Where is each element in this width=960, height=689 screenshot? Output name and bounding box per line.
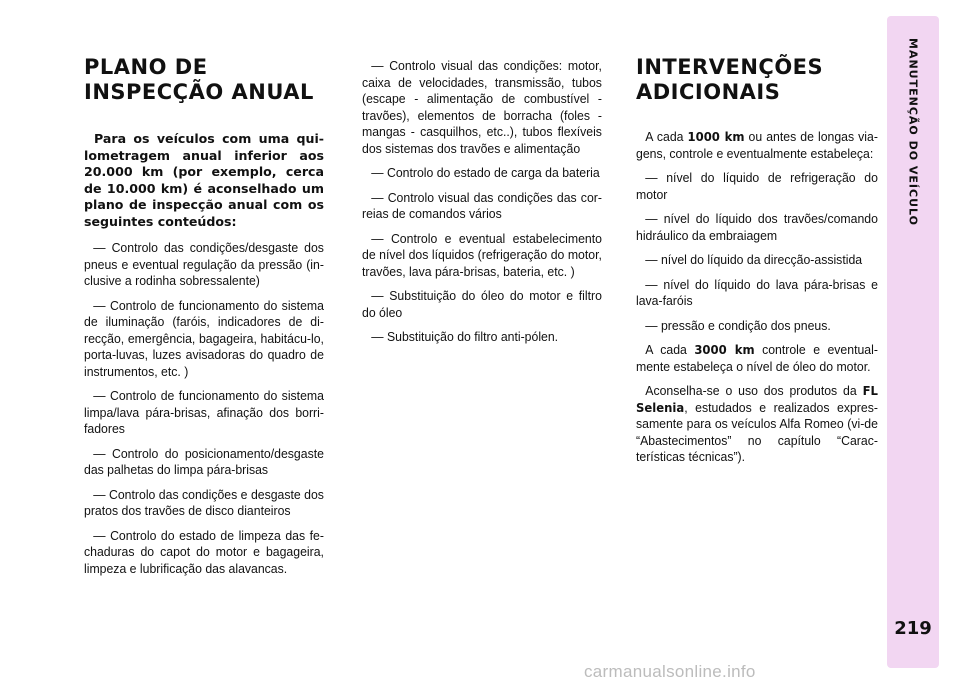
list-item: — Controlo do estado de limpeza das fe-chaduras do capot do motor e bagageira, limpeza e lubrificação das alavancas.	[84, 527, 324, 576]
intro-text: A cada	[645, 129, 688, 144]
products-text: Aconselha-se o uso dos produtos da	[645, 383, 863, 398]
section-title: MANUTENÇÃO DO VEÍCULO	[906, 38, 920, 226]
list-item: — Controlo do posicionamento/desgaste das palhetas do limpa pára-brisas	[84, 445, 324, 477]
middle-column	[362, 0, 602, 354]
oil-text: A cada	[645, 342, 695, 357]
list-item: — nível do líquido da direcção-assistida	[645, 252, 863, 267]
intro-paragraph	[636, 129, 878, 162]
title-line-1: PLANO DE	[84, 55, 208, 79]
title-line-2: INSPECÇÃO ANUAL	[84, 80, 314, 104]
list-item: — Controlo de funcionamento do sistema de iluminação (faróis, indicadores de di-recção, emergência, bagageira, habitácu-lo, porta-luvas, luzes avisadoras do quadro de instrumentos, etc. )	[84, 297, 324, 379]
annual-inspection-title	[84, 55, 324, 105]
watermark: carmanualsonline.info	[584, 662, 756, 681]
oil-text: controle e eventual-mente estabeleça o nível de óleo do motor.	[636, 342, 878, 374]
left-column	[84, 0, 324, 585]
list-item: — nível do líquido do lava pára-brisas e lava-faróis	[636, 276, 878, 308]
title-line-1: INTERVENÇÕES	[636, 55, 824, 79]
right-column	[636, 0, 878, 474]
km-value: 1000 km	[687, 129, 745, 144]
section-sidebar	[887, 16, 939, 668]
list-item: — nível do líquido de refrigeração do motor	[636, 170, 878, 202]
page-number: 219	[894, 618, 932, 639]
section-label	[887, 16, 939, 256]
list-item: — pressão e condição dos pneus.	[645, 317, 831, 333]
additional-interventions-title	[636, 55, 878, 105]
list-item: — Controlo do estado de carga da bateria	[371, 165, 600, 180]
list-item: — Controlo das condições e desgaste dos pratos dos travões de disco dianteiros	[84, 486, 324, 518]
list-item: — Controlo visual das condições: motor, caixa de velocidades, transmissão, tubos (escape - alimentação de combustível - travões), elementos de borracha (foles - mangas - casquilhos, etc..), tubos flexíveis dos sistemas dos travões e alimentação	[362, 58, 602, 156]
list-item: — Controlo e eventual estabelecimento de nível dos líquidos (refrigeração do motor, travões, lava pára-brisas, bateria, etc. )	[362, 230, 602, 279]
title-line-2: ADICIONAIS	[636, 80, 781, 104]
products-paragraph	[636, 383, 878, 466]
list-item: — Controlo visual das condições das cor-reias de comandos vários	[362, 189, 602, 221]
list-item: — Controlo das condições/desgaste dos pneus e eventual regulação da pressão (in-clusive a rodinha sobressalente)	[84, 240, 324, 288]
intro-text: ou antes de longas via-gens, controle e eventualmente estabeleça:	[636, 129, 878, 161]
lead-paragraph: Para os veículos com uma qui-lometragem anual inferior aos 20.000 km (por exemplo, cerca de 10.000 km) é aconselhado um plano de inspecção anual com os seguintes conteúdos:	[84, 131, 324, 229]
list-item: — Substituição do filtro anti-pólen.	[371, 329, 559, 344]
list-item: — Substituição do óleo do motor e filtro do óleo	[362, 288, 602, 320]
oil-paragraph	[636, 342, 878, 375]
km-value: 3000 km	[694, 342, 755, 357]
brand-name: FL Selenia	[636, 383, 878, 415]
products-text: , estudados e realizados expres-samente para os veículos Alfa Romeo (vi-de “Abastecimentos” no capítulo “Carac-terísticas técnicas”).	[636, 399, 878, 464]
list-item: — nível do líquido dos travões/comando hidráulico da embraiagem	[636, 211, 878, 243]
list-item: — Controlo de funcionamento do sistema limpa/lava pára-brisas, afinação dos borri-fadores	[84, 388, 324, 436]
